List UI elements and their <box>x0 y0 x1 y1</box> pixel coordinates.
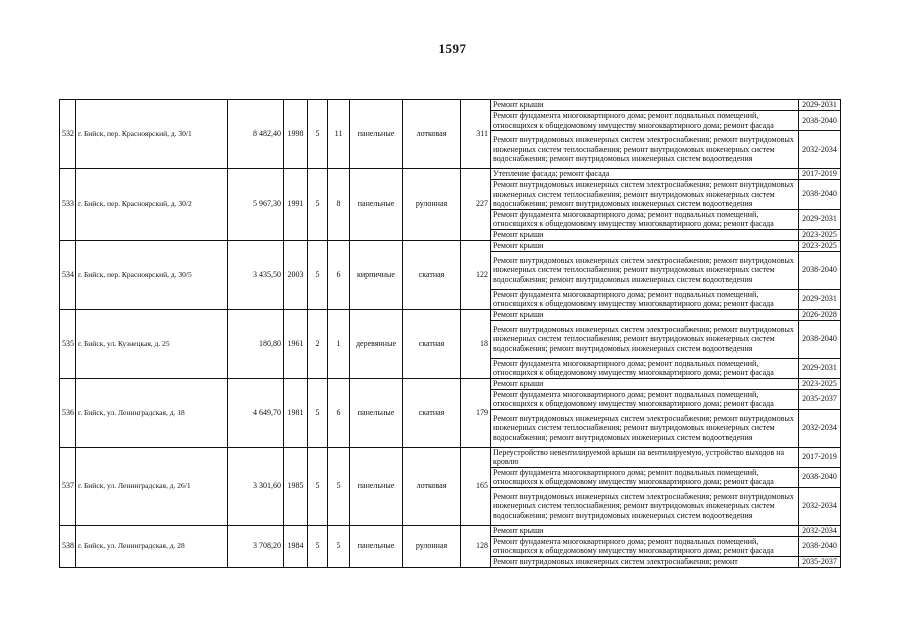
building-area: 3 435,50 <box>228 240 284 309</box>
roof-type: лотковая <box>403 447 461 525</box>
building-address: г. Бийск, ул. Ленинградская, д. 28 <box>76 525 228 567</box>
entrances-count: 11 <box>328 100 350 169</box>
build-year: 1985 <box>284 447 308 525</box>
table-row <box>60 100 841 111</box>
work-period: 2023-2025 <box>799 378 841 389</box>
work-description: Переустройство невентилируемой крыши на вентилируемую, устройство выходов на кровлю <box>491 447 799 467</box>
wall-material: панельные <box>350 169 403 241</box>
floors-count: 5 <box>308 100 328 169</box>
floors-count: 5 <box>308 240 328 309</box>
work-description: Ремонт внутридомовых инженерных систем электроснабжения; ремонт внутридомовых инженерных систем теплоснабжения; ремонт внутридомовых инженерных систем водоснабжения; ремонт внутридомовых инженерных систем водоотведения <box>491 320 799 358</box>
table-row <box>60 309 841 320</box>
table-body <box>60 100 841 568</box>
table-row <box>60 169 841 180</box>
wall-material: панельные <box>350 378 403 447</box>
residents-count: 311 <box>461 100 491 169</box>
building-area: 3 708,20 <box>228 525 284 567</box>
work-period: 2035-2037 <box>799 389 841 409</box>
wall-material: деревянные <box>350 309 403 378</box>
build-year: 2003 <box>284 240 308 309</box>
building-area: 3 301,60 <box>228 447 284 525</box>
residents-count: 18 <box>461 309 491 378</box>
work-period: 2017-2019 <box>799 447 841 467</box>
table-row <box>60 525 841 536</box>
wall-material: кирпичные <box>350 240 403 309</box>
work-description: Ремонт внутридомовых инженерных систем электроснабжения; ремонт <box>491 556 799 567</box>
capital-repair-table <box>59 99 841 568</box>
work-period: 2026-2028 <box>799 309 841 320</box>
work-period: 2029-2031 <box>799 209 841 229</box>
floors-count: 5 <box>308 525 328 567</box>
work-description: Ремонт крыши <box>491 309 799 320</box>
work-description: Ремонт внутридомовых инженерных систем электроснабжения; ремонт внутридомовых инженерных систем теплоснабжения; ремонт внутридомовых инженерных систем водоснабжения; ремонт внутридомовых инженерных систем водоотведения <box>491 409 799 447</box>
work-description: Ремонт внутридомовых инженерных систем электроснабжения; ремонт внутридомовых инженерных систем теплоснабжения; ремонт внутридомовых инженерных систем водоснабжения; ремонт внутридомовых инженерных систем водоотведения <box>491 487 799 525</box>
page-number: 1597 <box>438 41 467 56</box>
building-number: 536 <box>60 378 76 447</box>
building-address: г. Бийск, ул. Кузнецкая, д. 25 <box>76 309 228 378</box>
building-address: г. Бийск, пер. Красноярский, д. 30/1 <box>76 100 228 169</box>
building-address: г. Бийск, ул. Ленинградская, д. 26/1 <box>76 447 228 525</box>
floors-count: 5 <box>308 378 328 447</box>
work-description: Ремонт внутридомовых инженерных систем электроснабжения; ремонт внутридомовых инженерных систем теплоснабжения; ремонт внутридомовых инженерных систем водоснабжения; ремонт внутридомовых инженерных систем водоотведения <box>491 251 799 289</box>
residents-count: 165 <box>461 447 491 525</box>
work-description: Ремонт фундамента многоквартирного дома; ремонт подвальных помещений, относящихся к общедомовому имуществу многоквартирного дома; ремонт фасада <box>491 536 799 556</box>
residents-count: 122 <box>461 240 491 309</box>
work-period: 2038-2040 <box>799 536 841 556</box>
building-address: г. Бийск, пер. Красноярский, д. 30/2 <box>76 169 228 241</box>
work-period: 2023-2025 <box>799 229 841 240</box>
residents-count: 227 <box>461 169 491 241</box>
work-description: Ремонт крыши <box>491 229 799 240</box>
build-year: 1998 <box>284 100 308 169</box>
building-area: 4 649,70 <box>228 378 284 447</box>
roof-type: лотковая <box>403 100 461 169</box>
work-description: Ремонт внутридомовых инженерных систем электроснабжения; ремонт внутридомовых инженерных систем теплоснабжения; ремонт внутридомовых инженерных систем водоснабжения; ремонт внутридомовых инженерных систем водоотведения <box>491 131 799 169</box>
building-number: 538 <box>60 525 76 567</box>
work-period: 2038-2040 <box>799 180 841 210</box>
work-period: 2032-2034 <box>799 487 841 525</box>
build-year: 1981 <box>284 378 308 447</box>
work-description: Ремонт фундамента многоквартирного дома; ремонт подвальных помещений, относящихся к общедомовому имуществу многоквартирного дома; ремонт фасада <box>491 111 799 131</box>
building-number: 534 <box>60 240 76 309</box>
entrances-count: 8 <box>328 169 350 241</box>
work-description: Ремонт фундамента многоквартирного дома; ремонт подвальных помещений, относящихся к общедомовому имуществу многоквартирного дома; ремонт фасада <box>491 289 799 309</box>
entrances-count: 6 <box>328 378 350 447</box>
building-address: г. Бийск, пер. Красноярский, д. 30/5 <box>76 240 228 309</box>
work-period: 2029-2031 <box>799 289 841 309</box>
table-row <box>60 447 841 467</box>
entrances-count: 5 <box>328 447 350 525</box>
wall-material: панельные <box>350 525 403 567</box>
floors-count: 2 <box>308 309 328 378</box>
work-period: 2023-2025 <box>799 240 841 251</box>
build-year: 1984 <box>284 525 308 567</box>
building-number: 535 <box>60 309 76 378</box>
residents-count: 179 <box>461 378 491 447</box>
building-area: 8 482,40 <box>228 100 284 169</box>
work-description: Ремонт фундамента многоквартирного дома; ремонт подвальных помещений, относящихся к общедомовому имуществу многоквартирного дома; ремонт фасада <box>491 358 799 378</box>
work-description: Ремонт крыши <box>491 525 799 536</box>
work-period: 2032-2034 <box>799 131 841 169</box>
work-period: 2032-2034 <box>799 409 841 447</box>
building-area: 5 967,30 <box>228 169 284 241</box>
work-description: Утепление фасада; ремонт фасада <box>491 169 799 180</box>
building-number: 532 <box>60 100 76 169</box>
work-period: 2038-2040 <box>799 320 841 358</box>
roof-type: скатная <box>403 240 461 309</box>
build-year: 1991 <box>284 169 308 241</box>
table-row <box>60 240 841 251</box>
work-period: 2038-2040 <box>799 251 841 289</box>
entrances-count: 1 <box>328 309 350 378</box>
roof-type: рулонная <box>403 525 461 567</box>
entrances-count: 6 <box>328 240 350 309</box>
floors-count: 5 <box>308 169 328 241</box>
table-row <box>60 378 841 389</box>
work-description: Ремонт крыши <box>491 378 799 389</box>
building-number: 533 <box>60 169 76 241</box>
wall-material: панельные <box>350 100 403 169</box>
entrances-count: 5 <box>328 525 350 567</box>
building-number: 537 <box>60 447 76 525</box>
build-year: 1961 <box>284 309 308 378</box>
wall-material: панельные <box>350 447 403 525</box>
building-area: 180,80 <box>228 309 284 378</box>
roof-type: рулонная <box>403 169 461 241</box>
building-address: г. Бийск, ул. Ленинградская, д. 18 <box>76 378 228 447</box>
work-period: 2038-2040 <box>799 111 841 131</box>
roof-type: скатная <box>403 309 461 378</box>
floors-count: 5 <box>308 447 328 525</box>
work-description: Ремонт крыши <box>491 100 799 111</box>
work-description: Ремонт фундамента многоквартирного дома; ремонт подвальных помещений, относящихся к общедомовому имуществу многоквартирного дома; ремонт фасада <box>491 467 799 487</box>
work-period: 2038-2040 <box>799 467 841 487</box>
work-description: Ремонт фундамента многоквартирного дома; ремонт подвальных помещений, относящихся к общедомовому имуществу многоквартирного дома; ремонт фасада <box>491 389 799 409</box>
work-description: Ремонт крыши <box>491 240 799 251</box>
residents-count: 128 <box>461 525 491 567</box>
work-description: Ремонт фундамента многоквартирного дома; ремонт подвальных помещений, относящихся к общедомовому имуществу многоквартирного дома; ремонт фасада <box>491 209 799 229</box>
roof-type: скатная <box>403 378 461 447</box>
work-period: 2035-2037 <box>799 556 841 567</box>
work-description: Ремонт внутридомовых инженерных систем электроснабжения; ремонт внутридомовых инженерных систем теплоснабжения; ремонт внутридомовых инженерных систем водоснабжения; ремонт внутридомовых инженерных систем водоотведения <box>491 180 799 210</box>
work-period: 2032-2034 <box>799 525 841 536</box>
work-period: 2029-2031 <box>799 358 841 378</box>
work-period: 2017-2019 <box>799 169 841 180</box>
work-period: 2029-2031 <box>799 100 841 111</box>
